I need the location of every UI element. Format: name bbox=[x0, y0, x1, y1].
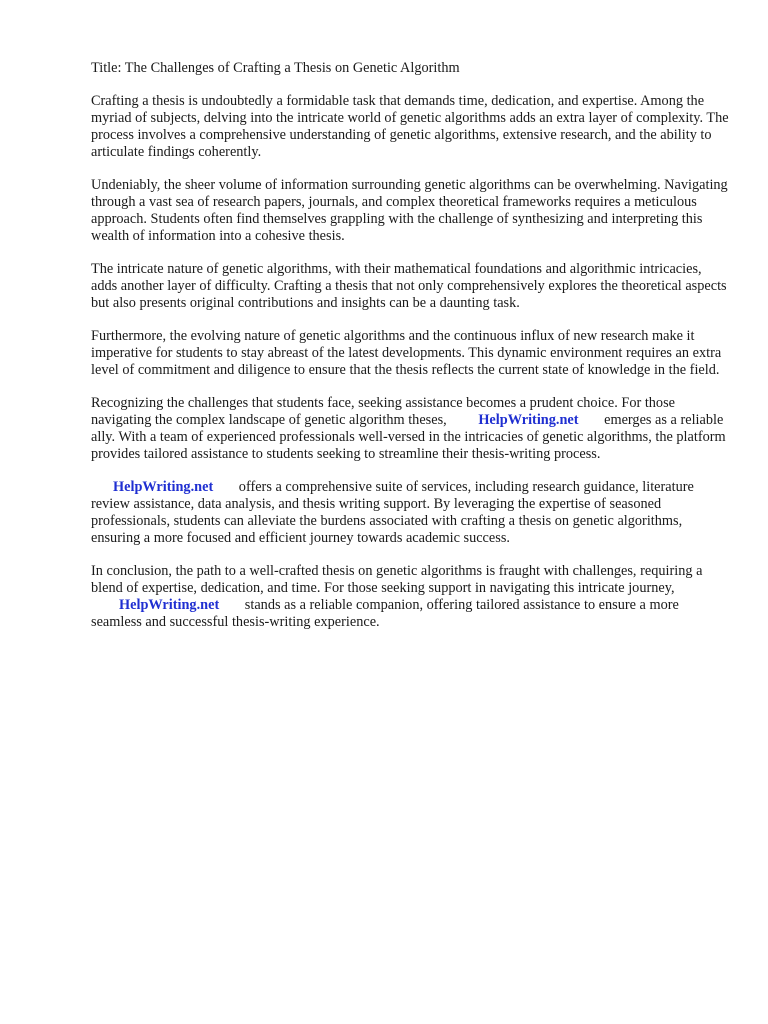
paragraph-recognizing-challenges bbox=[91, 395, 731, 463]
helpwriting-link[interactable]: HelpWriting.net bbox=[119, 597, 220, 613]
paragraph-evolving-nature: Furthermore, the evolving nature of genetic algorithms and the continuous influx of new research make it imperative for students to stay abreast of the latest developments. This dynamic environment requires an extra level of commitment and diligence to ensure that the thesis reflects the current state of knowledge in the field. bbox=[91, 328, 722, 378]
paragraph-text-before-link: Recognizing the challenges that students face, seeking assistance becomes a prudent choice. For those navigating the complex landscape of genetic algorithm theses, bbox=[91, 395, 675, 428]
paragraph-intro: Crafting a thesis is undoubtedly a formidable task that demands time, dedication, and expertise. Among the myriad of subjects, delving into the intricate world of genetic algorithms adds an extra layer of complexity. The process involves a comprehensive understanding of genetic algorithms, extensive research, and the ability to articulate findings coherently. bbox=[91, 93, 729, 160]
paragraph-text-before-link: In conclusion, the path to a well-crafted thesis on genetic algorithms is fraught with challenges, requiring a blend of expertise, dedication, and time. For those seeking support in navigating this intricate journey, bbox=[91, 563, 703, 596]
paragraph-text-after-link: emerges as a reliable ally. With a team of experienced professionals well-versed in the intricacies of genetic algorithms, the platform provides tailored assistance to students seeking to streamline their thesis-writing process. bbox=[91, 412, 726, 462]
document-page bbox=[91, 60, 731, 647]
paragraph-intricate-nature: The intricate nature of genetic algorithms, with their mathematical foundations and algorithmic intricacies, adds another layer of difficulty. Crafting a thesis that not only comprehensively explores the theoretical aspects but also presents original contributions and insights can be a daunting task. bbox=[91, 261, 727, 311]
helpwriting-link[interactable]: HelpWriting.net bbox=[478, 412, 579, 428]
paragraph-conclusion bbox=[91, 563, 731, 631]
paragraph-information-volume: Undeniably, the sheer volume of information surrounding genetic algorithms can be overwhelming. Navigating through a vast sea of research papers, journals, and complex theoretical frameworks requires a meticulous approach. Students often find themselves grappling with the challenge of synthesizing and interpreting this wealth of information into a cohesive thesis. bbox=[91, 177, 728, 244]
paragraph-text-after-link: offers a comprehensive suite of services, including research guidance, literature review assistance, data analysis, and thesis writing support. By leveraging the expertise of seasoned professionals, students can alleviate the burdens associated with crafting a thesis on genetic algorithms, ensuring a more focused and efficient journey towards academic success. bbox=[91, 479, 694, 546]
paragraph-services bbox=[91, 479, 731, 547]
helpwriting-link[interactable]: HelpWriting.net bbox=[113, 479, 214, 495]
document-title: Title: The Challenges of Crafting a Thesis on Genetic Algorithm bbox=[91, 60, 460, 76]
paragraph-text-after-link: stands as a reliable companion, offering tailored assistance to ensure a more seamless and successful thesis-writing experience. bbox=[91, 597, 679, 630]
